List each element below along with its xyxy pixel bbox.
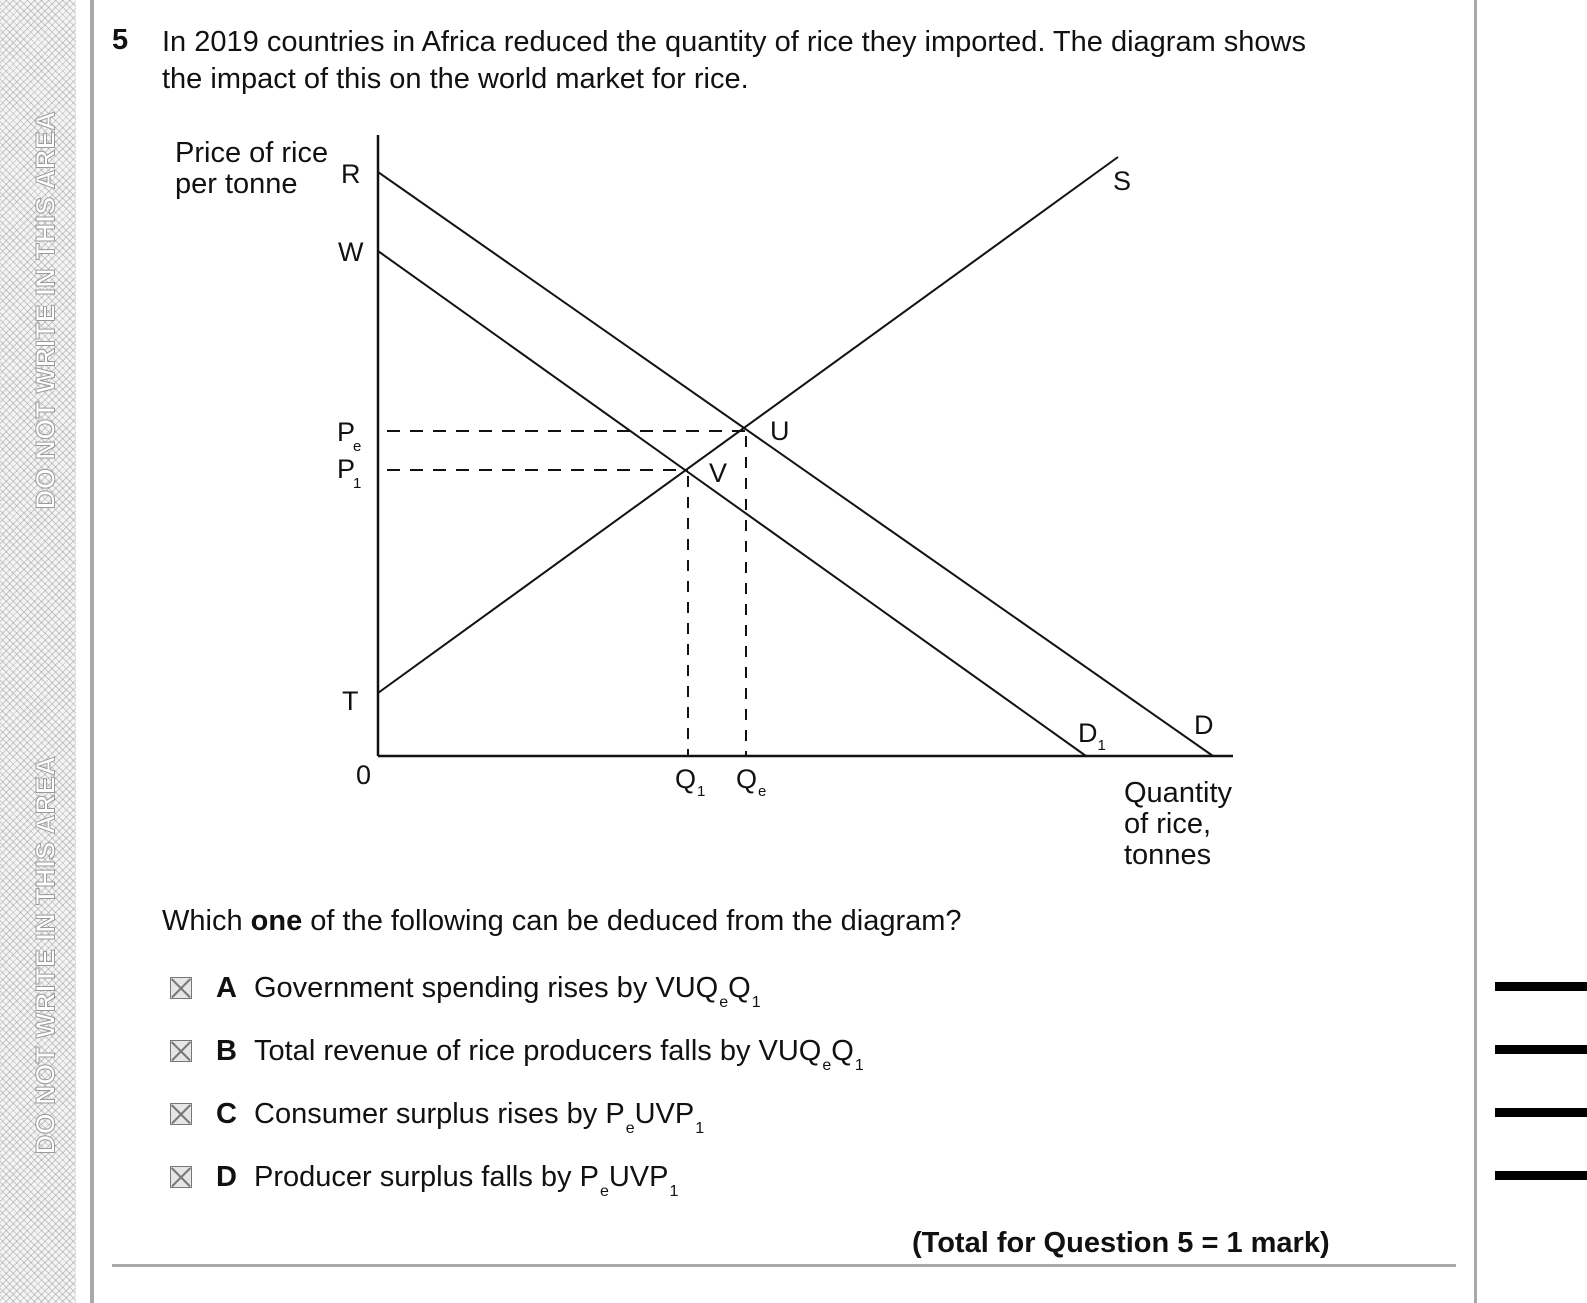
bottom-rule	[112, 1264, 1456, 1267]
option-b[interactable]	[170, 1031, 864, 1074]
quantity-label-q1: $Q_1$	[675, 764, 706, 800]
option-d[interactable]	[170, 1157, 679, 1200]
quantity-label-qe: $Q_e$	[736, 764, 767, 800]
point-U: U	[770, 416, 790, 446]
demand-curve-D	[378, 172, 1213, 756]
question-prompt: Which one of the following can be deduced from the diagram?	[162, 905, 962, 937]
option-d-checkbox[interactable]	[170, 1166, 192, 1188]
y-axis-label-line1: Price of rice	[175, 137, 329, 169]
option-a[interactable]	[170, 968, 761, 1011]
demand-curve-D1	[378, 251, 1086, 756]
option-a-checkbox[interactable]	[170, 977, 192, 999]
question-total: (Total for Question 5 = 1 mark)	[912, 1227, 1330, 1259]
question-number: 5	[112, 24, 129, 56]
question-stem: In 2019 countries in Africa reduced the quantity of rice they imported. The diagram shows the impact of this on the world market for rice.	[162, 26, 1306, 95]
x-axis-label-line3: tonnes	[1124, 839, 1212, 871]
x-axis-label-line2: of rice,	[1124, 808, 1212, 840]
option-a-letter: A	[216, 971, 237, 1004]
option-d-letter: D	[216, 1160, 237, 1193]
curve-label-D: D	[1194, 710, 1214, 740]
option-b-text: Total revenue of rice producers falls by $VUQ_eQ_1$	[254, 1034, 864, 1074]
answer-tick-mark-3	[1495, 1108, 1587, 1117]
margin-warning-top: DO NOT WRITE IN THIS AREA	[30, 110, 61, 510]
point-R: R	[341, 159, 361, 189]
origin-label: 0	[356, 760, 372, 790]
x-axis-label-line1: Quantity	[1124, 777, 1232, 809]
curve-label-D1: $D_1$	[1078, 718, 1106, 754]
point-T: T	[342, 686, 359, 716]
option-c[interactable]	[170, 1094, 705, 1137]
option-a-text: Government spending rises by $VUQ_eQ_1$	[254, 971, 761, 1011]
answer-tick-mark-1	[1495, 982, 1587, 991]
y-axis-label-line2: per tonne	[175, 168, 298, 200]
price-label-p1: P1	[337, 454, 362, 492]
point-W: W	[338, 237, 364, 267]
curve-label-S: S	[1113, 166, 1132, 196]
option-c-checkbox[interactable]	[170, 1103, 192, 1125]
option-c-letter: C	[216, 1097, 237, 1130]
answer-tick-mark-4	[1495, 1171, 1587, 1180]
option-c-text: Consumer surplus rises by $P_eUVP_1$	[254, 1097, 705, 1137]
option-b-letter: B	[216, 1034, 237, 1067]
margin-warning-bottom: DO NOT WRITE IN THIS AREA	[30, 755, 61, 1155]
price-label-pe: Pe	[337, 417, 362, 455]
option-b-checkbox[interactable]	[170, 1040, 192, 1062]
option-d-text: Producer surplus falls by $P_eUVP_1$	[254, 1160, 679, 1200]
point-V: V	[709, 458, 728, 488]
answer-tick-mark-2	[1495, 1045, 1587, 1054]
